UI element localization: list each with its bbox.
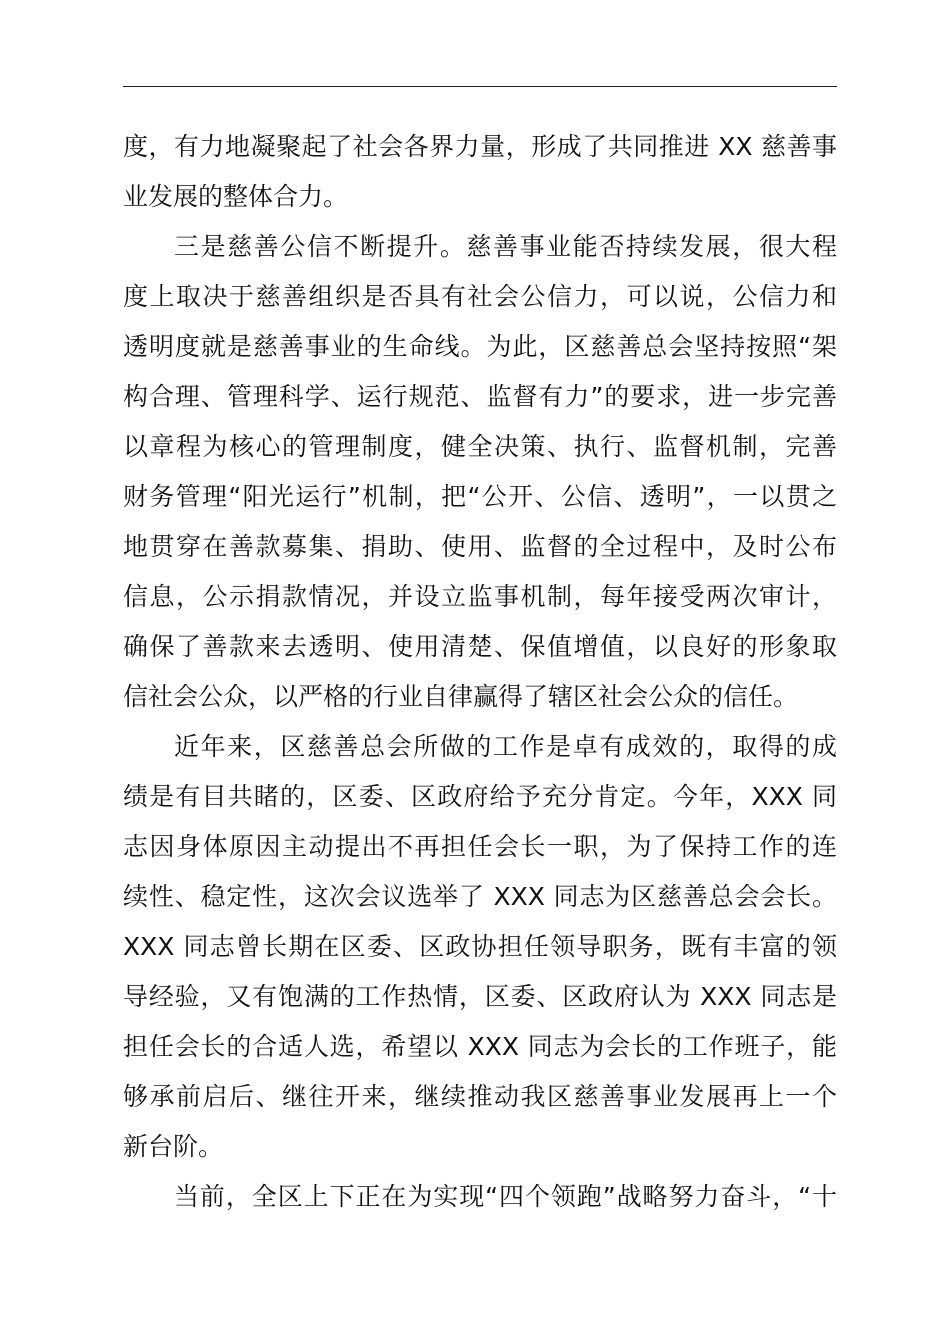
text-line: 志因身体原因主动提出不再担任会长一职，为了保持工作的连 (123, 832, 837, 861)
text-line: 透明度就是慈善事业的生命线。为此，区慈善总会坚持按照“架 (123, 332, 837, 361)
header-rule (123, 86, 837, 87)
text-line: 度，有力地凝聚起了社会各界力量，形成了共同推进 XX 慈善事 (123, 132, 837, 161)
text-line: 财务管理“阳光运行”机制，把“公开、公信、透明”，一以贯之 (123, 482, 837, 511)
text-line: 信社会公众，以严格的行业自律赢得了辖区社会公众的信任。 (123, 682, 799, 711)
text-line: 导经验，又有饱满的工作热情，区委、区政府认为 XXX 同志是 (123, 982, 837, 1011)
text-line: 确保了善款来去透明、使用清楚、保值增值，以良好的形象取 (123, 632, 837, 661)
text-line: 度上取决于慈善组织是否具有社会公信力，可以说，公信力和 (123, 282, 837, 311)
paragraph-start-line: 当前，全区上下正在为实现“四个领跑”战略努力奋斗，“十 (174, 1182, 837, 1211)
text-line: 担任会长的合适人选，希望以 XXX 同志为会长的工作班子，能 (123, 1032, 837, 1061)
text-line: 构合理、管理科学、运行规范、监督有力”的要求，进一步完善 (123, 382, 837, 411)
text-line: 绩是有目共睹的，区委、区政府给予充分肯定。今年，XXX 同 (123, 782, 837, 811)
text-line: 业发展的整体合力。 (123, 182, 349, 211)
text-line: 够承前启后、继往开来，继续推动我区慈善事业发展再上一个 (123, 1082, 837, 1111)
text-line: 以章程为核心的管理制度，健全决策、执行、监督机制，完善 (123, 432, 837, 461)
text-line: XXX 同志曾长期在区委、区政协担任领导职务，既有丰富的领 (123, 932, 837, 961)
text-line: 新台阶。 (123, 1132, 224, 1161)
text-line: 地贯穿在善款募集、捐助、使用、监督的全过程中，及时公布 (123, 532, 837, 561)
paragraph-start-line: 三是慈善公信不断提升。慈善事业能否持续发展，很大程 (174, 232, 837, 261)
body-text (123, 122, 837, 1222)
paragraph-start-line: 近年来，区慈善总会所做的工作是卓有成效的，取得的成 (174, 732, 837, 761)
text-line: 续性、稳定性，这次会议选举了 XXX 同志为区慈善总会会长。 (123, 882, 837, 911)
text-line: 信息，公示捐款情况，并设立监事机制，每年接受两次审计， (123, 582, 837, 611)
